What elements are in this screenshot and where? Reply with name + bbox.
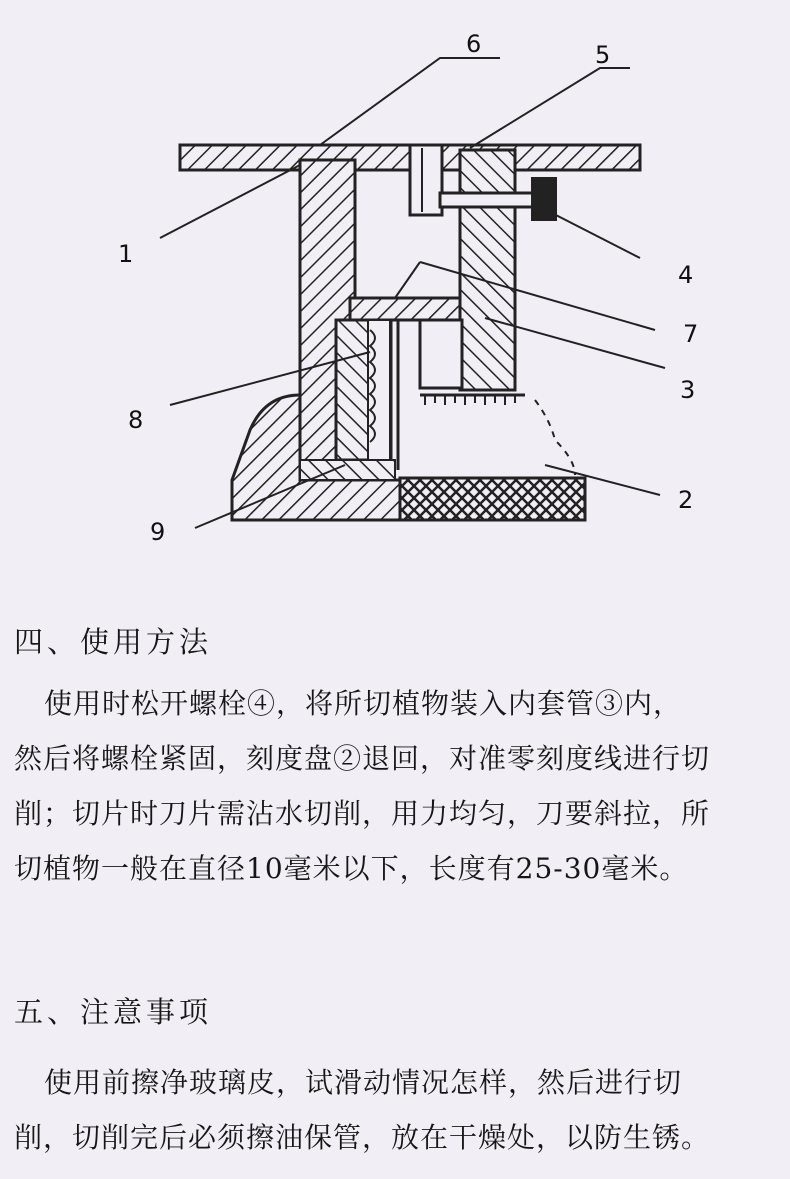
usage-line: 切植物一般在直径10毫米以下，长度有25-30毫米。	[14, 852, 689, 885]
leader-lines	[160, 58, 665, 528]
precautions-line: 削，切削完后必须擦油保管，放在干燥处，以防生锈。	[14, 1121, 711, 1154]
label-4: 4	[678, 261, 694, 289]
scale-dial	[400, 395, 585, 520]
label-8: 8	[128, 406, 144, 434]
usage-paragraph	[14, 676, 779, 896]
spring	[336, 320, 398, 470]
label-3: 3	[680, 376, 696, 404]
label-6: 6	[466, 30, 482, 58]
label-7: 7	[683, 320, 699, 348]
precautions-paragraph	[14, 1055, 779, 1165]
usage-line: 使用时松开螺栓④，将所切植物装入内套管③内，	[44, 687, 683, 720]
label-5: 5	[595, 41, 611, 69]
label-1: 1	[118, 240, 134, 268]
label-9: 9	[150, 518, 166, 546]
section-heading-usage: 四、使用方法	[14, 625, 213, 659]
label-2: 2	[678, 486, 694, 514]
section-heading-precautions: 五、注意事项	[14, 995, 213, 1029]
usage-line: 然后将螺栓紧固，刻度盘②退回，对准零刻度线进行切	[14, 742, 711, 775]
usage-line: 削；切片时刀片需沾水切削，用力均匀，刀要斜拉，所	[14, 797, 711, 830]
precautions-line: 使用前擦净玻璃皮，试滑动情况怎样，然后进行切	[44, 1066, 683, 1099]
inner-sleeve	[410, 145, 556, 390]
